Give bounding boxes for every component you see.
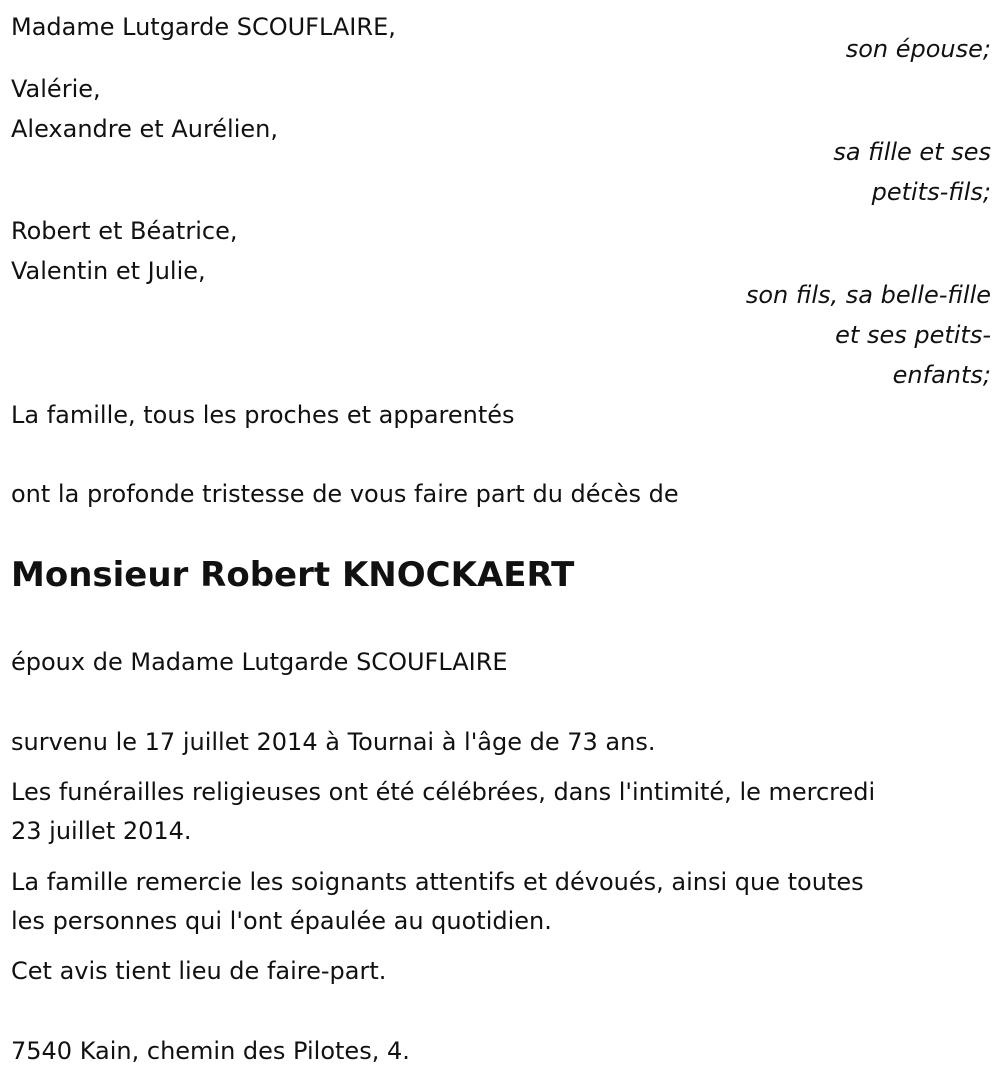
notice-line: Cet avis tient lieu de faire-part.	[11, 957, 387, 985]
announcement-intro: ont la profonde tristesse de vous faire part du décès de	[11, 480, 679, 508]
wife-role: son épouse;	[845, 35, 991, 63]
death-line: survenu le 17 juillet 2014 à Tournai à l'âge de 73 ans.	[11, 728, 656, 756]
thanks-line-2: les personnes qui l'ont épaulée au quotidien.	[11, 907, 552, 935]
thanks-line-1: La famille remercie les soignants attentifs et dévoués, ainsi que toutes	[11, 868, 864, 896]
funeral-line-2: 23 juillet 2014.	[11, 817, 192, 845]
funeral-line-1: Les funérailles religieuses ont été célébrées, dans l'intimité, le mercredi	[11, 778, 876, 806]
wife-name: Madame Lutgarde SCOUFLAIRE,	[11, 13, 396, 41]
son-role-line-1: son fils, sa belle-fille	[745, 281, 991, 309]
spouse-line: époux de Madame Lutgarde SCOUFLAIRE	[11, 648, 508, 676]
daughter-role-line-2: petits-fils;	[871, 178, 991, 206]
son-role-line-2: et ses petits-	[835, 321, 991, 349]
daughter-name: Valérie,	[11, 75, 101, 103]
address-line: 7540 Kain, chemin des Pilotes, 4.	[11, 1037, 410, 1065]
daughter-role-line-1: sa fille et ses	[833, 138, 991, 166]
deceased-name: Monsieur Robert KNOCKAERT	[11, 555, 575, 595]
relatives-line: La famille, tous les proches et apparentés	[11, 401, 515, 429]
obituary-document	[11, 0, 991, 1084]
grandsons-names: Alexandre et Aurélien,	[11, 115, 278, 143]
son-role-line-3: enfants;	[892, 361, 991, 389]
son-name: Robert et Béatrice,	[11, 217, 238, 245]
grandchildren-names: Valentin et Julie,	[11, 257, 206, 285]
